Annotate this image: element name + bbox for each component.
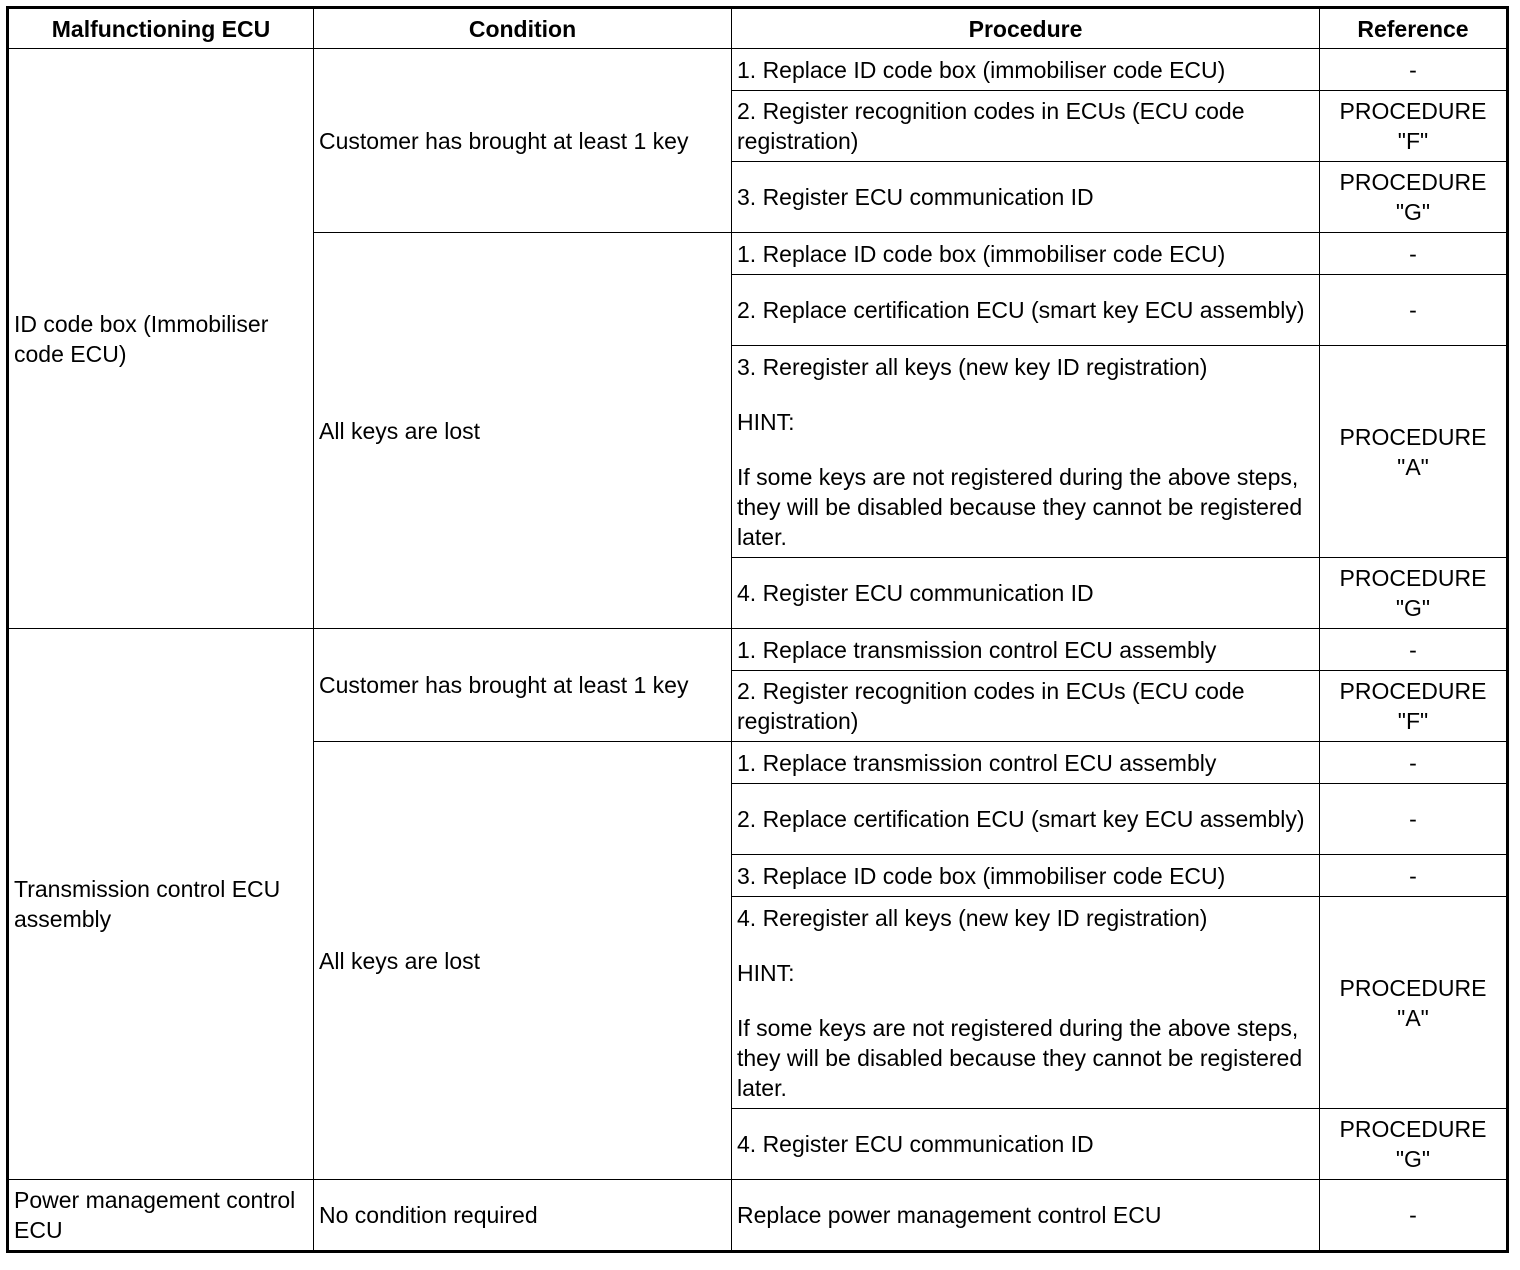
reference-cell: - <box>1320 742 1508 784</box>
header-condition: Condition <box>314 8 732 49</box>
ecu-cell: Power management control ECU <box>8 1180 314 1252</box>
condition-cell: All keys are lost <box>314 233 732 629</box>
reference-cell: PROCEDURE "G" <box>1320 558 1508 629</box>
reference-cell: - <box>1320 855 1508 897</box>
procedure-cell: Replace power management control ECU <box>732 1180 1320 1252</box>
hint-text: If some keys are not registered during the above steps, they will be disabled because they cannot be registered later. <box>737 1014 1303 1101</box>
reference-cell: PROCEDURE "A" <box>1320 346 1508 558</box>
reference-cell: - <box>1320 629 1508 671</box>
table-header-row <box>8 8 1508 49</box>
ecu-cell: ID code box (Immobiliser code ECU) <box>8 49 314 629</box>
table-row <box>8 1180 1508 1252</box>
reference-cell: PROCEDURE "A" <box>1320 897 1508 1109</box>
reference-cell: PROCEDURE "G" <box>1320 162 1508 233</box>
reference-cell: PROCEDURE "F" <box>1320 671 1508 742</box>
reference-cell: - <box>1320 49 1508 91</box>
condition-cell: Customer has brought at least 1 key <box>314 629 732 742</box>
table-row <box>8 629 1508 671</box>
procedure-step: 4. Reregister all keys (new key ID registration) <box>737 904 1208 931</box>
procedure-cell: 1. Replace transmission control ECU assembly <box>732 629 1320 671</box>
hint-label: HINT: <box>737 408 795 435</box>
reference-cell: - <box>1320 233 1508 275</box>
table-row <box>8 49 1508 91</box>
procedure-cell: 2. Register recognition codes in ECUs (ECU code registration) <box>732 671 1320 742</box>
procedure-cell: 3. Register ECU communication ID <box>732 162 1320 233</box>
header-reference: Reference <box>1320 8 1508 49</box>
procedure-cell <box>732 346 1320 558</box>
condition-cell: Customer has brought at least 1 key <box>314 49 732 233</box>
reference-cell: PROCEDURE "G" <box>1320 1109 1508 1180</box>
procedure-cell: 1. Replace ID code box (immobiliser code ECU) <box>732 233 1320 275</box>
ecu-cell: Transmission control ECU assembly <box>8 629 314 1180</box>
procedure-cell: 2. Replace certification ECU (smart key ECU assembly) <box>732 275 1320 346</box>
procedure-cell: 3. Replace ID code box (immobiliser code ECU) <box>732 855 1320 897</box>
reference-cell: - <box>1320 784 1508 855</box>
procedure-step: 3. Reregister all keys (new key ID registration) <box>737 353 1208 380</box>
hint-text: If some keys are not registered during the above steps, they will be disabled because they cannot be registered later. <box>737 463 1303 550</box>
procedure-cell <box>732 897 1320 1109</box>
ecu-replacement-table <box>6 6 1509 1253</box>
reference-cell: PROCEDURE "F" <box>1320 91 1508 162</box>
procedure-cell: 1. Replace transmission control ECU assembly <box>732 742 1320 784</box>
procedure-cell: 4. Register ECU communication ID <box>732 558 1320 629</box>
reference-cell: - <box>1320 275 1508 346</box>
procedure-cell: 4. Register ECU communication ID <box>732 1109 1320 1180</box>
reference-cell: - <box>1320 1180 1508 1252</box>
condition-cell: No condition required <box>314 1180 732 1252</box>
condition-cell: All keys are lost <box>314 742 732 1180</box>
procedure-cell: 1. Replace ID code box (immobiliser code ECU) <box>732 49 1320 91</box>
hint-label: HINT: <box>737 959 795 986</box>
procedure-cell: 2. Register recognition codes in ECUs (ECU code registration) <box>732 91 1320 162</box>
procedure-cell: 2. Replace certification ECU (smart key ECU assembly) <box>732 784 1320 855</box>
header-malfunctioning-ecu: Malfunctioning ECU <box>8 8 314 49</box>
header-procedure: Procedure <box>732 8 1320 49</box>
